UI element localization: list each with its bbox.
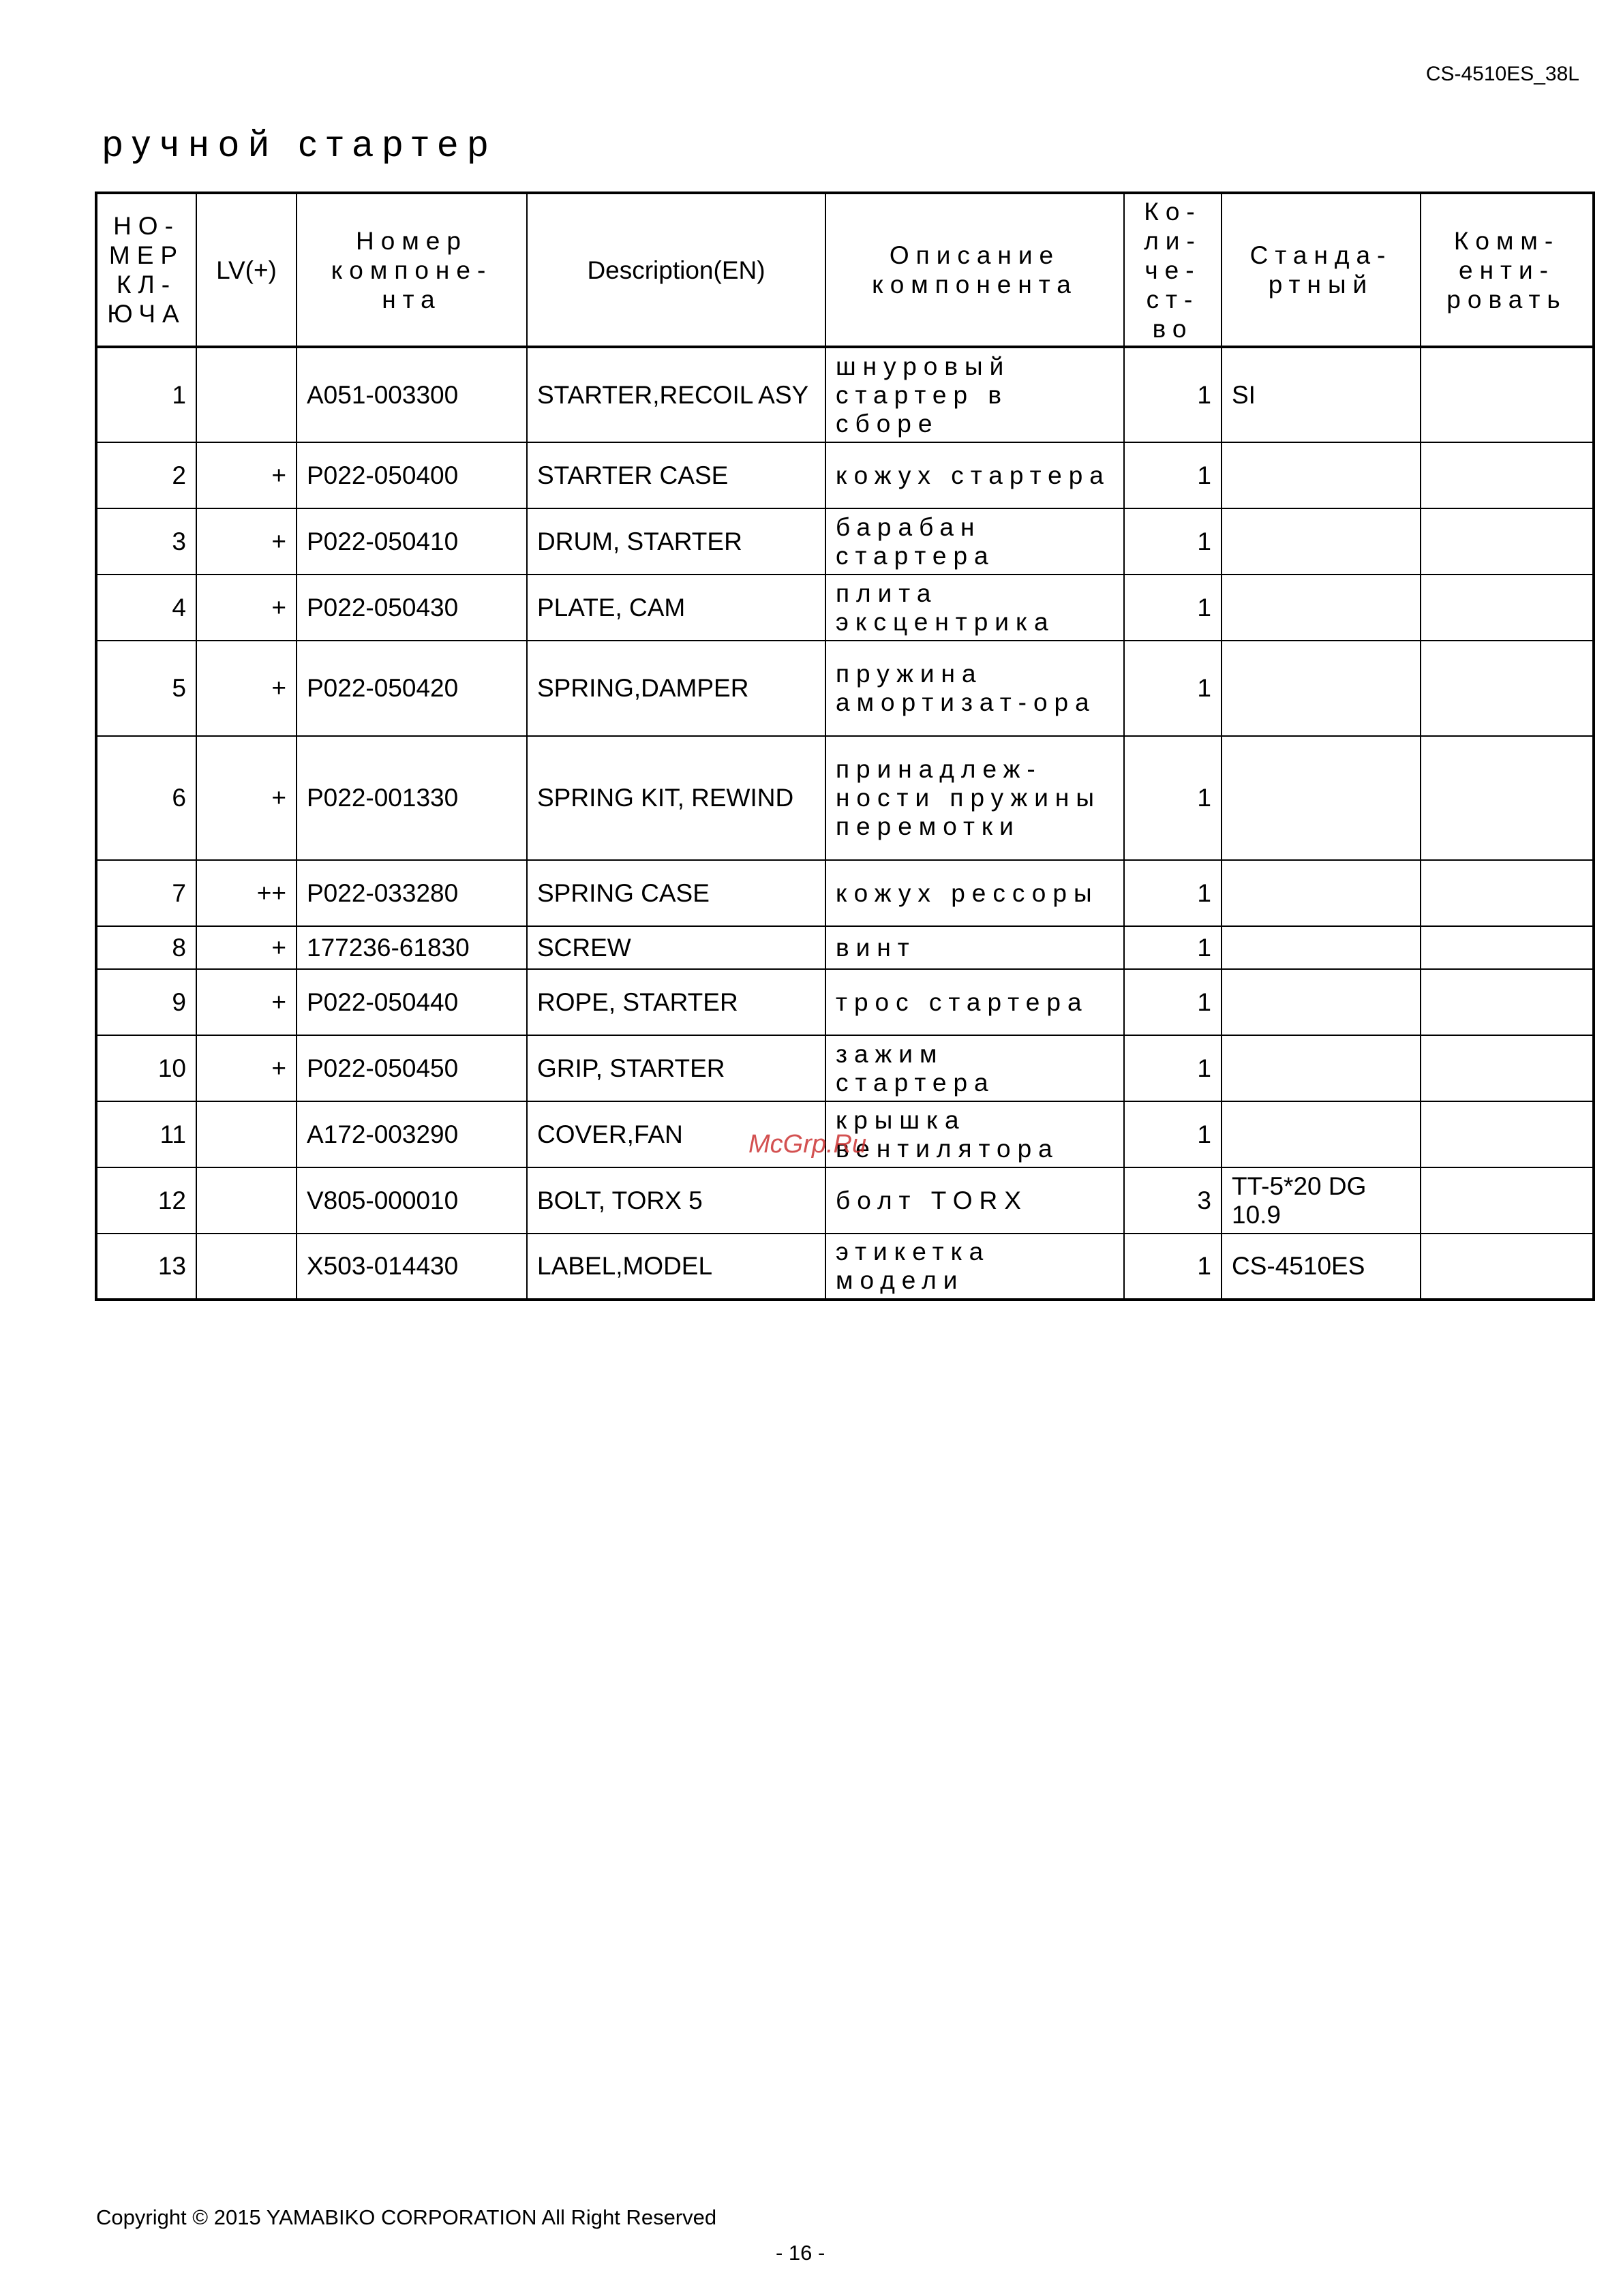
cell-part-no: P022-050430 xyxy=(297,575,527,641)
cell-key: 7 xyxy=(96,860,196,926)
cell-comment xyxy=(1421,347,1594,442)
col-header-qty: Ко-ли-че-ст-во xyxy=(1124,193,1222,347)
cell-part-no: 177236-61830 xyxy=(297,926,527,969)
cell-lv: ++ xyxy=(196,860,297,926)
cell-standard xyxy=(1222,508,1421,575)
cell-part-no: A172-003290 xyxy=(297,1101,527,1167)
cell-lv: + xyxy=(196,442,297,508)
table-row xyxy=(96,508,1594,575)
col-header-desc-ru: Описание компонента xyxy=(825,193,1124,347)
cell-standard xyxy=(1222,575,1421,641)
table-row xyxy=(96,736,1594,860)
cell-key: 5 xyxy=(96,641,196,736)
cell-desc-en: SPRING KIT, REWIND xyxy=(527,736,825,860)
cell-key: 1 xyxy=(96,347,196,442)
cell-desc-ru: зажим стартера xyxy=(825,1035,1124,1101)
cell-lv: + xyxy=(196,736,297,860)
cell-part-no: P022-001330 xyxy=(297,736,527,860)
cell-lv xyxy=(196,1234,297,1300)
page-title: ручной стартер xyxy=(102,123,498,164)
col-header-key-no: НО-МЕР КЛ-ЮЧА xyxy=(96,193,196,347)
cell-standard: SI xyxy=(1222,347,1421,442)
cell-desc-ru: шнуровый стартер в сборе xyxy=(825,347,1124,442)
cell-desc-ru: кожух рессоры xyxy=(825,860,1124,926)
cell-comment xyxy=(1421,860,1594,926)
col-header-comment: Комм-енти-ровать xyxy=(1421,193,1594,347)
cell-lv: + xyxy=(196,575,297,641)
page-number: - 16 - xyxy=(776,2241,825,2265)
cell-comment xyxy=(1421,1167,1594,1234)
cell-standard xyxy=(1222,442,1421,508)
cell-desc-ru: кожух стартера xyxy=(825,442,1124,508)
cell-qty: 1 xyxy=(1124,736,1222,860)
cell-qty: 1 xyxy=(1124,347,1222,442)
table-row xyxy=(96,442,1594,508)
cell-desc-en: BOLT, TORX 5 xyxy=(527,1167,825,1234)
cell-key: 8 xyxy=(96,926,196,969)
table-row xyxy=(96,641,1594,736)
cell-desc-en: ROPE, STARTER xyxy=(527,969,825,1035)
cell-lv xyxy=(196,347,297,442)
cell-standard xyxy=(1222,1101,1421,1167)
cell-lv xyxy=(196,1101,297,1167)
cell-desc-ru: пружина амортизат-ора xyxy=(825,641,1124,736)
col-header-desc-en: Description(EN) xyxy=(527,193,825,347)
cell-desc-ru: болт TORX xyxy=(825,1167,1124,1234)
cell-standard xyxy=(1222,969,1421,1035)
cell-standard: CS-4510ES xyxy=(1222,1234,1421,1300)
cell-comment xyxy=(1421,926,1594,969)
cell-desc-en: COVER,FAN xyxy=(527,1101,825,1167)
cell-comment xyxy=(1421,575,1594,641)
table-row xyxy=(96,860,1594,926)
col-header-part-no: Номер компоне-нта xyxy=(297,193,527,347)
cell-desc-en: DRUM, STARTER xyxy=(527,508,825,575)
cell-standard xyxy=(1222,860,1421,926)
table-row xyxy=(96,1035,1594,1101)
cell-lv: + xyxy=(196,508,297,575)
table-row xyxy=(96,347,1594,442)
cell-comment xyxy=(1421,1101,1594,1167)
watermark: McGrp.Ru xyxy=(748,1130,867,1159)
col-header-lv: LV(+) xyxy=(196,193,297,347)
cell-comment xyxy=(1421,1035,1594,1101)
cell-key: 9 xyxy=(96,969,196,1035)
cell-desc-en: STARTER CASE xyxy=(527,442,825,508)
cell-standard xyxy=(1222,926,1421,969)
cell-comment xyxy=(1421,736,1594,860)
cell-desc-en: GRIP, STARTER xyxy=(527,1035,825,1101)
cell-comment xyxy=(1421,508,1594,575)
cell-standard: TT-5*20 DG 10.9 xyxy=(1222,1167,1421,1234)
cell-desc-en: SPRING CASE xyxy=(527,860,825,926)
table-row xyxy=(96,575,1594,641)
cell-desc-ru: плита эксцентрика xyxy=(825,575,1124,641)
cell-part-no: P022-033280 xyxy=(297,860,527,926)
cell-key: 2 xyxy=(96,442,196,508)
cell-standard xyxy=(1222,736,1421,860)
table-row xyxy=(96,1234,1594,1300)
table-row xyxy=(96,926,1594,969)
col-header-standard: Станда-ртный xyxy=(1222,193,1421,347)
cell-qty: 1 xyxy=(1124,1101,1222,1167)
cell-part-no: P022-050440 xyxy=(297,969,527,1035)
cell-key: 4 xyxy=(96,575,196,641)
cell-key: 3 xyxy=(96,508,196,575)
document-code: CS-4510ES_38L xyxy=(1425,63,1579,85)
cell-desc-en: LABEL,MODEL xyxy=(527,1234,825,1300)
cell-desc-en: STARTER,RECOIL ASY xyxy=(527,347,825,442)
cell-part-no: V805-000010 xyxy=(297,1167,527,1234)
cell-part-no: A051-003300 xyxy=(297,347,527,442)
cell-lv: + xyxy=(196,1035,297,1101)
cell-desc-ru: этикетка модели xyxy=(825,1234,1124,1300)
cell-lv: + xyxy=(196,969,297,1035)
cell-key: 11 xyxy=(96,1101,196,1167)
cell-qty: 1 xyxy=(1124,1035,1222,1101)
cell-standard xyxy=(1222,641,1421,736)
cell-qty: 1 xyxy=(1124,926,1222,969)
cell-key: 10 xyxy=(96,1035,196,1101)
cell-desc-en: SCREW xyxy=(527,926,825,969)
cell-comment xyxy=(1421,969,1594,1035)
cell-key: 12 xyxy=(96,1167,196,1234)
cell-qty: 1 xyxy=(1124,1234,1222,1300)
cell-lv xyxy=(196,1167,297,1234)
cell-desc-ru: трос стартера xyxy=(825,969,1124,1035)
cell-key: 6 xyxy=(96,736,196,860)
cell-part-no: P022-050450 xyxy=(297,1035,527,1101)
cell-part-no: P022-050410 xyxy=(297,508,527,575)
cell-desc-ru: винт xyxy=(825,926,1124,969)
cell-desc-ru: барабан стартера xyxy=(825,508,1124,575)
table-header-row xyxy=(96,193,1594,347)
cell-key: 13 xyxy=(96,1234,196,1300)
cell-qty: 1 xyxy=(1124,969,1222,1035)
cell-desc-en: SPRING,DAMPER xyxy=(527,641,825,736)
cell-qty: 1 xyxy=(1124,641,1222,736)
table-row xyxy=(96,969,1594,1035)
copyright-notice: Copyright © 2015 YAMABIKO CORPORATION All Right Reserved xyxy=(96,2205,717,2229)
cell-lv: + xyxy=(196,926,297,969)
cell-desc-ru: принадлеж-ности пружины перемотки xyxy=(825,736,1124,860)
cell-qty: 1 xyxy=(1124,860,1222,926)
cell-lv: + xyxy=(196,641,297,736)
table-row xyxy=(96,1167,1594,1234)
cell-part-no: X503-014430 xyxy=(297,1234,527,1300)
cell-desc-en: PLATE, CAM xyxy=(527,575,825,641)
cell-desc-ru: крышка вентилятора xyxy=(825,1101,1124,1167)
cell-part-no: P022-050420 xyxy=(297,641,527,736)
cell-comment xyxy=(1421,1234,1594,1300)
cell-qty: 3 xyxy=(1124,1167,1222,1234)
cell-comment xyxy=(1421,641,1594,736)
cell-qty: 1 xyxy=(1124,442,1222,508)
cell-part-no: P022-050400 xyxy=(297,442,527,508)
cell-comment xyxy=(1421,442,1594,508)
cell-standard xyxy=(1222,1035,1421,1101)
cell-qty: 1 xyxy=(1124,575,1222,641)
cell-qty: 1 xyxy=(1124,508,1222,575)
